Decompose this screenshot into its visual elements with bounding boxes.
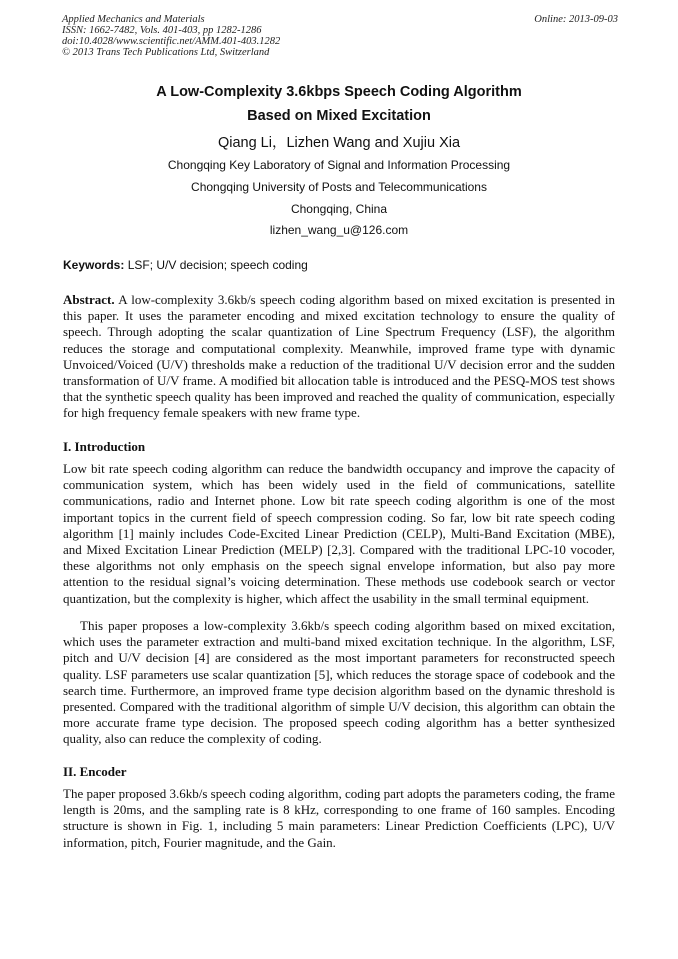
keywords-label: Keywords: — [63, 258, 125, 272]
abstract-label: Abstract. — [63, 292, 115, 307]
abstract-text: A low-complexity 3.6kb/s speech coding algorithm based on mixed excitation is presented in this paper. It uses the parameter encoding and mixed excitation technology to ensure the quality of speech. Through adopting the scalar quantization of Line Spectrum Frequency (LSF), the algorithm reduces the storage and computational complexity. Meanwhile, improved frame type with dynamic Unvoiced/Voiced (U/V) thresholds make a reduction of the traditional U/V decision error and the sudden transformation of U/V frame. A modified bit allocation table is introduced and the PESQ-MOS test shows that the synthetic speech quality has been improved and reached the quality of communication, especially for high frequency female speakers with new frame type. — [63, 292, 615, 421]
encoder-paragraph-1: The paper proposed 3.6kb/s speech coding algorithm, coding part adopts the parameters coding, the frame length is 20ms, and the sampling rate is 8 kHz, corresponding to one frame of 160 samples. Encoding structure is shown in Fig. 1, including 5 main parameters: Linear Prediction Coefficients (LPC), U/V information, pitch, Fourier magnitude, and the Gain. — [63, 786, 615, 850]
affiliation-location: Chongqing, China — [290, 202, 388, 216]
section-heading-encoder: II. Encoder — [63, 764, 127, 779]
journal-header — [62, 14, 618, 58]
abstract — [63, 292, 615, 422]
copyright-line: © 2013 Trans Tech Publications Ltd, Switzerland — [62, 47, 270, 58]
affiliation-university: Chongqing University of Posts and Telecommunications — [191, 180, 487, 194]
introduction-paragraph-2: This paper proposes a low-complexity 3.6kb/s speech coding algorithm based on mixed excitation, which uses the parameter extraction and multi-band mixed excitation technique. In the algorithm, LSF, pitch and U/V decision [4] are considered as the most important parameters for reconstructed speech quality. LSF parameters use scalar quantization [5], which reduces the storage space of codebook and the search time. Furthermore, an improved frame type decision algorithm based on the dynamic threshold is presented. Compared with the traditional algorithm of simple U/V decision, this algorithm can obtain the more accurate frame type decision. The proposed speech coding algorithm has a better synthesized quality, also can reduce the complexity of coding. — [63, 618, 615, 747]
author-list: Qiang Li，Lizhen Wang and Xujiu Xia — [217, 135, 461, 151]
affiliation-lab: Chongqing Key Laboratory of Signal and Information Processing — [167, 158, 511, 172]
journal-name: Applied Mechanics and Materials — [62, 14, 205, 25]
issn-line: ISSN: 1662-7482, Vols. 401-403, pp 1282-1286 — [62, 25, 262, 36]
keywords-text: LSF; U/V decision; speech coding — [127, 258, 308, 272]
online-date: Online: 2013-09-03 — [534, 14, 618, 25]
section-heading-introduction: I. Introduction — [63, 439, 146, 454]
introduction-paragraph-1: Low bit rate speech coding algorithm can reduce the bandwidth occupancy and improve the capacity of communication system, which has been widely used in the field of communications, satellite communications, radio and Internet phone. Low bit rate speech coding algorithm is one of the most important topics in the current field of speech compression coding. So far, low bit rate speech coding algorithm [1] mainly includes Code-Excited Linear Prediction (CELP), Multi-Band Excitation (MBE), and Mixed Excitation Linear Prediction (MELP) [2,3]. Compared with the traditional LPC-10 vocoder, these algorithms not only emphasis on the speech signal envelope information, but also pay more attention to the residual signal’s voicing determination. These methods use codebook search or vector quantization, but the complexity is higher, which affect the usability in the small terminal equipment. — [63, 461, 615, 606]
author-email: lizhen_wang_u@126.com — [269, 223, 409, 237]
paper-title-line-1: A Low-Complexity 3.6kbps Speech Coding Algorithm — [156, 84, 522, 100]
paper-title-line-2: Based on Mixed Excitation — [247, 108, 431, 124]
doi-line: doi:10.4028/www.scientific.net/AMM.401-403.1282 — [62, 36, 281, 47]
keywords — [63, 258, 615, 272]
